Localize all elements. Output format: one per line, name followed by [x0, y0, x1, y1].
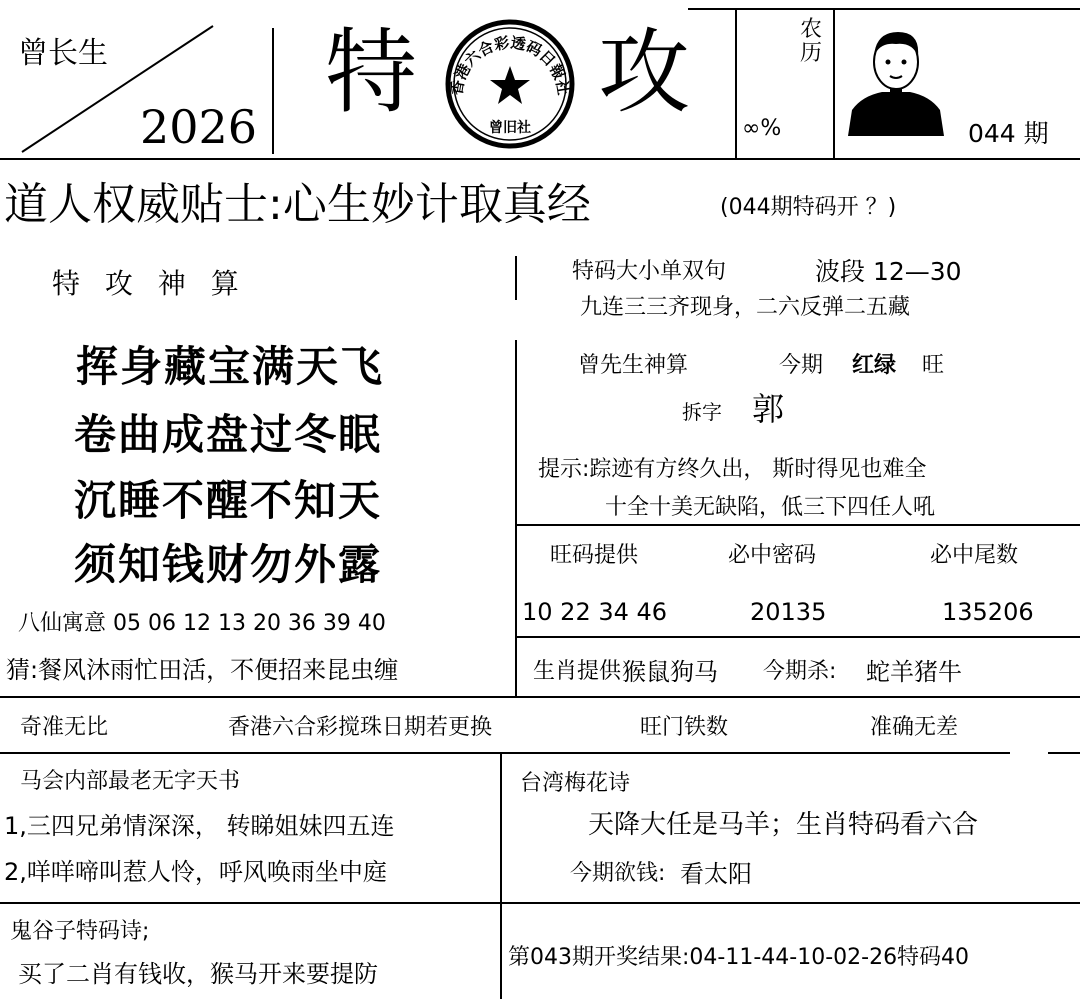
poem-line-1: 挥身藏宝满天飞 — [76, 342, 385, 391]
col-header-3: 必中尾数 — [930, 543, 1019, 568]
poem-line-3: 沉睡不醒不知天 — [74, 476, 383, 525]
mahui-line-1: 1,三四兄弟情深深， 转睇姐妹四五连 — [4, 812, 395, 840]
lunar-label: 农历 — [800, 17, 823, 66]
taiwan-title: 台湾梅花诗 — [520, 771, 631, 796]
zodiac-kill: 蛇羊猪牛 — [866, 658, 962, 686]
tip-line-2: 十全十美无缺陷，低三下四任人吼 — [605, 495, 936, 520]
col-value-3: 135206 — [942, 598, 1034, 626]
header-bottom-rule — [0, 158, 1080, 160]
divider-h-strip-bottom — [0, 752, 1010, 754]
col-header-2: 必中密码 — [728, 543, 817, 568]
header-divider-2 — [735, 10, 737, 158]
year-label: 2026 — [140, 100, 258, 154]
wave-range: 波段 12—30 — [815, 257, 962, 286]
header-divider-3 — [833, 10, 835, 158]
svg-text:曾旧社: 曾旧社 — [489, 120, 531, 136]
header-top-rule — [688, 8, 1080, 10]
shen-wang: 旺 — [922, 353, 945, 378]
strip-item-4: 准确无差 — [870, 715, 959, 740]
divider-h-bottom — [0, 902, 1080, 904]
taiwan-line-1: 天降大任是马羊；生肖特码看六合 — [588, 810, 979, 840]
poem-line-4: 须知钱财勿外露 — [74, 540, 383, 589]
line2-text: 九连三三齐现身，二六反弹二五藏 — [580, 295, 911, 320]
zodiac-provided: 猴鼠狗马 — [622, 658, 718, 686]
author-name: 曾长生 — [18, 36, 108, 71]
strip-item-2: 香港六合彩搅珠日期若更换 — [228, 715, 493, 740]
zodiac-kill-label: 今期杀: — [763, 659, 837, 684]
zodiac-label: 生肖提供 — [533, 659, 622, 684]
chaizi-label: 拆字 — [682, 400, 722, 424]
divider-h-zodiac — [515, 636, 1080, 638]
shen-color: 红绿 — [852, 353, 897, 378]
shen-label: 曾先生神算 — [578, 353, 689, 378]
seal-stamp-icon — [440, 14, 580, 154]
line1-label: 特码大小单双句 — [572, 259, 727, 284]
guigu-title: 鬼谷子特码诗; — [10, 919, 150, 944]
col-value-1: 10 22 34 46 — [522, 598, 668, 626]
strip-item-3: 旺门铁数 — [640, 715, 729, 740]
guigu-line: 买了二肖有钱收，猴马开来要提防 — [18, 960, 378, 988]
strip-item-1: 奇准无比 — [20, 715, 109, 740]
divider-h-strip-top — [0, 696, 1080, 698]
bixian-numbers: 八仙寓意 05 06 12 13 20 36 39 40 — [18, 611, 386, 636]
mahui-line-2: 2,咩咩啼叫惹人怜，呼风唤雨坐中庭 — [4, 858, 387, 886]
taiwan-line-2-value: 看太阳 — [680, 860, 752, 888]
issue-number: 044 期 — [968, 119, 1049, 148]
chaizi-char: 郭 — [752, 390, 785, 428]
banner-note: (044期特码开 ？) — [720, 195, 897, 220]
divider-v-bottom — [500, 752, 502, 999]
svg-text:香港六合彩透码日報社: 香港六合彩透码日報社 — [447, 33, 573, 97]
banner-title: 道人权威贴士:心生妙计取真经 — [4, 179, 591, 230]
title-char-right: 攻 — [598, 19, 691, 126]
guess-line: 猜:餐风沐雨忙田活，不便招来昆虫缠 — [6, 656, 399, 684]
taiwan-line-2-label: 今期欲钱: — [570, 861, 666, 886]
divider-h-strip-bottom-end — [1048, 752, 1080, 754]
shen-today: 今期 — [779, 353, 824, 378]
col-value-2: 20135 — [750, 598, 827, 626]
col-header-1: 旺码提供 — [550, 543, 639, 568]
portrait-avatar — [846, 18, 946, 136]
section-title-tegong: 特 攻 神 算 — [52, 267, 247, 300]
lunar-mark: ∞% — [742, 116, 782, 141]
divider-v-2 — [515, 340, 517, 696]
divider-h-cols — [515, 524, 1080, 526]
mahui-title: 马会内部最老无字天书 — [20, 769, 241, 794]
poem-line-2: 卷曲成盘过冬眠 — [74, 410, 383, 459]
draw-result: 第043期开奖结果:04-11-44-10-02-26特码40 — [508, 945, 970, 970]
header-divider-1 — [272, 28, 274, 154]
divider-v-1 — [515, 256, 517, 300]
title-char-left: 特 — [325, 19, 418, 126]
tip-line-1: 提示:踪迹有方终久出， 斯时得见也难全 — [538, 457, 927, 482]
